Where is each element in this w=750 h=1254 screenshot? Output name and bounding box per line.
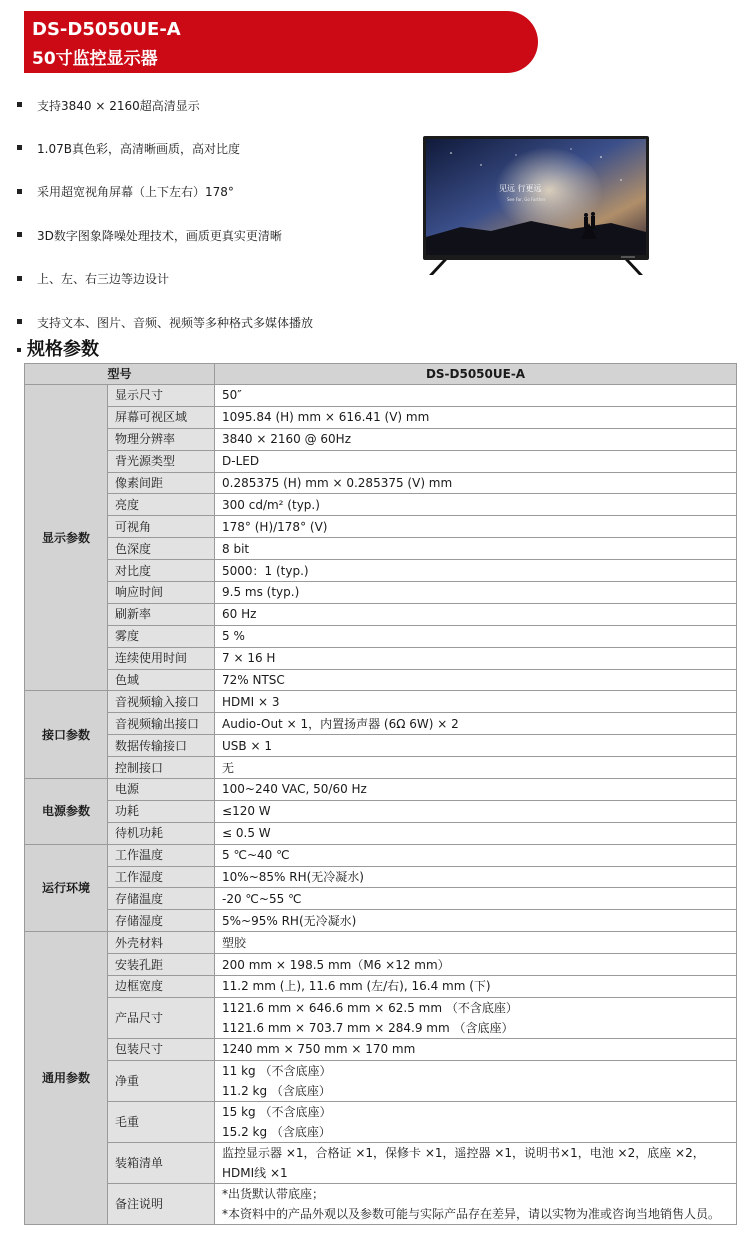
spec-param-name: 像素间距 [108, 472, 215, 494]
spec-param-value [215, 910, 737, 932]
spec-value-line: HDMI × 3 [222, 694, 280, 709]
spec-value-line: 监控显示器 ×1，合格证 ×1，保修卡 ×1，遥控器 ×1，说明书×1，电池 ×2，底座 ×2， [222, 1145, 705, 1160]
spec-param-value [215, 450, 737, 472]
spec-row [25, 582, 737, 604]
feature-item: 采用超宽视角屏幕（上下左右）178° [17, 171, 417, 214]
spec-value-line: 60 Hz [222, 607, 257, 622]
spec-header-row [25, 364, 737, 385]
spec-value-line: 5%~95% RH(无冷凝水) [222, 913, 357, 928]
spec-param-name: 对比度 [108, 560, 215, 582]
spec-value-line: 7 × 16 H [222, 651, 276, 666]
spec-header-label: 型号 [25, 364, 215, 385]
spec-param-name: 控制接口 [108, 757, 215, 779]
spec-row [25, 800, 737, 822]
spec-row [25, 625, 737, 647]
spec-value-line: 0.285375 (H) mm × 0.285375 (V) mm [222, 476, 453, 490]
spec-param-value [215, 516, 737, 538]
spec-row [25, 1060, 737, 1101]
spec-row [25, 516, 737, 538]
spec-row [25, 932, 737, 954]
spec-value-line: 11.2 kg （含底座） [222, 1083, 331, 1098]
spec-param-name: 外壳材料 [108, 932, 215, 954]
spec-param-value [215, 932, 737, 954]
spec-param-name: 装箱清单 [108, 1142, 215, 1183]
spec-value-line: 11.2 mm (上), 11.6 mm (左/右), 16.4 mm (下) [222, 979, 491, 994]
spec-param-value [215, 625, 737, 647]
spec-param-value [215, 691, 737, 713]
spec-param-value [215, 976, 737, 998]
feature-item: 上、左、右三边等边设计 [17, 258, 417, 301]
product-name: 50寸监控显示器 [32, 49, 158, 69]
spec-param-name: 备注说明 [108, 1183, 215, 1224]
feature-item: 3D数字图象降噪处理技术，画质更真实更清晰 [17, 214, 417, 257]
spec-row [25, 560, 737, 582]
spec-param-name: 连续使用时间 [108, 647, 215, 669]
spec-value-line: 10%~85% RH(无冷凝水) [222, 870, 364, 885]
spec-row [25, 450, 737, 472]
spec-param-value [215, 954, 737, 976]
spec-value-line: 8 bit [222, 541, 250, 556]
spec-table [24, 363, 737, 1225]
spec-value-line: 1240 mm × 750 mm × 170 mm [222, 1042, 416, 1057]
spec-row [25, 713, 737, 735]
spec-param-value [215, 669, 737, 691]
spec-param-value [215, 735, 737, 757]
spec-row [25, 428, 737, 450]
tv-slogan: 见远 行更远 [499, 184, 542, 193]
spec-param-name: 电源 [108, 779, 215, 801]
spec-value-line: ≤120 W [222, 804, 271, 819]
spec-param-value [215, 538, 737, 560]
spec-value-line: HDMI线 ×1 [222, 1165, 288, 1180]
spec-value-line: D-LED [222, 454, 260, 469]
spec-param-name: 雾度 [108, 625, 215, 647]
spec-row [25, 757, 737, 779]
feature-item: 1.07B真色彩，高清晰画质，高对比度 [17, 127, 417, 170]
spec-row [25, 1142, 737, 1183]
spec-group-name: 通用参数 [25, 932, 108, 1225]
spec-value-line: 200 mm × 198.5 mm（M6 ×12 mm） [222, 957, 450, 972]
tv-stand-right [625, 260, 643, 275]
spec-param-value [215, 1038, 737, 1060]
spec-param-value [215, 997, 737, 1038]
spec-row [25, 472, 737, 494]
spec-row [25, 406, 737, 428]
spec-param-name: 产品尺寸 [108, 997, 215, 1038]
spec-param-name: 刷新率 [108, 603, 215, 625]
spec-row [25, 888, 737, 910]
spec-value-line: 300 cd/m² (typ.) [222, 497, 320, 512]
spec-value-line: 塑胶 [222, 935, 247, 950]
spec-param-value [215, 603, 737, 625]
spec-param-value [215, 494, 737, 516]
spec-value-line: 无 [222, 760, 235, 775]
spec-param-value [215, 1060, 737, 1101]
spec-param-name: 色深度 [108, 538, 215, 560]
spec-param-value [215, 582, 737, 604]
spec-value-line: 15.2 kg （含底座） [222, 1124, 331, 1139]
spec-group-name: 电源参数 [25, 779, 108, 845]
header-banner [24, 11, 538, 73]
spec-param-name: 物理分辨率 [108, 428, 215, 450]
spec-param-name: 安装孔距 [108, 954, 215, 976]
spec-header-value: DS-D5050UE-A [215, 364, 737, 385]
feature-list [17, 84, 417, 344]
spec-param-value [215, 1142, 737, 1183]
spec-param-value [215, 385, 737, 407]
spec-row [25, 954, 737, 976]
spec-param-name: 包装尺寸 [108, 1038, 215, 1060]
spec-param-value [215, 560, 737, 582]
spec-param-value [215, 428, 737, 450]
spec-group-name: 显示参数 [25, 385, 108, 691]
spec-param-value [215, 1183, 737, 1224]
spec-value-line: 50″ [222, 388, 242, 403]
spec-value-line: 11 kg （不含底座） [222, 1063, 332, 1078]
spec-value-line: *出货默认带底座； [222, 1186, 325, 1201]
feature-item: 支持文本、图片、音频、视频等多种格式多媒体播放 [17, 301, 417, 344]
spec-param-value [215, 647, 737, 669]
spec-row [25, 603, 737, 625]
spec-param-name: 亮度 [108, 494, 215, 516]
spec-value-line: 72% NTSC [222, 673, 285, 688]
spec-param-name: 待机功耗 [108, 822, 215, 844]
spec-row [25, 844, 737, 866]
spec-value-line: 5000：1 (typ.) [222, 563, 309, 578]
spec-row [25, 735, 737, 757]
spec-param-name: 边框宽度 [108, 976, 215, 998]
spec-row [25, 1183, 737, 1224]
spec-param-name: 可视角 [108, 516, 215, 538]
spec-param-value [215, 406, 737, 428]
tv-stand-left [429, 260, 447, 275]
spec-value-line: 100~240 VAC, 50/60 Hz [222, 782, 367, 797]
spec-param-name: 响应时间 [108, 582, 215, 604]
spec-param-value [215, 779, 737, 801]
spec-row [25, 779, 737, 801]
spec-value-line: ≤ 0.5 W [222, 826, 271, 841]
spec-row [25, 494, 737, 516]
spec-param-name: 数据传输接口 [108, 735, 215, 757]
spec-row [25, 910, 737, 932]
spec-row [25, 866, 737, 888]
spec-param-name: 色域 [108, 669, 215, 691]
spec-param-name: 毛重 [108, 1101, 215, 1142]
spec-param-value [215, 757, 737, 779]
spec-param-name: 音视频输出接口 [108, 713, 215, 735]
spec-row [25, 822, 737, 844]
spec-row [25, 1101, 737, 1142]
spec-row [25, 997, 737, 1038]
spec-value-line: 15 kg （不含底座） [222, 1104, 332, 1119]
spec-param-name: 工作湿度 [108, 866, 215, 888]
spec-section-title: 规格参数 [17, 339, 99, 361]
spec-param-name: 净重 [108, 1060, 215, 1101]
spec-row [25, 1038, 737, 1060]
spec-value-line: 3840 × 2160 @ 60Hz [222, 432, 351, 447]
spec-param-name: 背光源类型 [108, 450, 215, 472]
spec-row [25, 691, 737, 713]
spec-param-name: 音视频输入接口 [108, 691, 215, 713]
tv-subtitle: See Far, Go Farther [507, 197, 546, 202]
spec-param-name: 显示尺寸 [108, 385, 215, 407]
spec-row [25, 976, 737, 998]
spec-param-name: 工作温度 [108, 844, 215, 866]
spec-param-value [215, 1101, 737, 1142]
spec-group-name: 运行环境 [25, 844, 108, 932]
spec-param-name: 功耗 [108, 800, 215, 822]
spec-param-name: 存储温度 [108, 888, 215, 910]
spec-param-value [215, 888, 737, 910]
spec-param-value [215, 713, 737, 735]
spec-param-name: 屏幕可视区域 [108, 406, 215, 428]
spec-param-value [215, 866, 737, 888]
spec-param-name: 存储湿度 [108, 910, 215, 932]
spec-group-name: 接口参数 [25, 691, 108, 779]
spec-param-value [215, 822, 737, 844]
spec-param-value [215, 844, 737, 866]
spec-value-line: Audio-Out × 1，内置扬声器 (6Ω 6W) × 2 [222, 716, 459, 731]
spec-value-line: 9.5 ms (typ.) [222, 585, 300, 600]
spec-row [25, 385, 737, 407]
spec-value-line: *本资料中的产品外观以及参数可能与实际产品存在差异，请以实物为准或咨询当地销售人员。 [222, 1206, 721, 1221]
spec-param-value [215, 472, 737, 494]
model-title: DS-D5050UE-A [32, 19, 181, 40]
spec-value-line: 5 ℃~40 ℃ [222, 848, 290, 863]
spec-row [25, 669, 737, 691]
product-image [421, 135, 651, 278]
spec-row [25, 647, 737, 669]
spec-value-line: 1121.6 mm × 646.6 mm × 62.5 mm （不含底座） [222, 1000, 518, 1015]
spec-value-line: 1121.6 mm × 703.7 mm × 284.9 mm （含底座） [222, 1020, 514, 1035]
spec-value-line: -20 ℃~55 ℃ [222, 891, 302, 906]
spec-row [25, 538, 737, 560]
spec-value-line: USB × 1 [222, 738, 272, 753]
spec-param-value [215, 800, 737, 822]
spec-value-line: 5 % [222, 629, 245, 644]
spec-value-line: 1095.84 (H) mm × 616.41 (V) mm [222, 410, 430, 425]
feature-item: 支持3840 × 2160超高清显示 [17, 84, 417, 127]
spec-value-line: 178° (H)/178° (V) [222, 519, 328, 534]
